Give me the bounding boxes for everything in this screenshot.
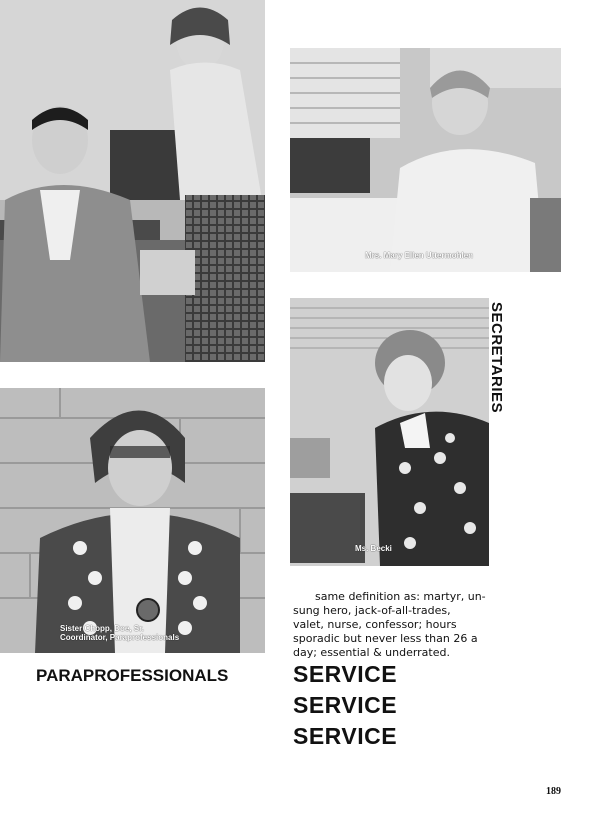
service-heading-1: SERVICE (293, 661, 398, 687)
photo-caption-paraprofessional-line2: Coordinator, Paraprofessionals (60, 633, 180, 642)
photo-becki-image (290, 298, 489, 566)
photo-uttermohlen-image (290, 48, 561, 272)
body-line: same definition as: martyr, un- (315, 590, 486, 603)
photo-paraprofessional-image (0, 388, 265, 653)
body-text (293, 590, 493, 660)
photo-becki (290, 298, 489, 566)
photo-caption-becki: Ms. Becki (355, 544, 392, 553)
photo-uttermohlen (290, 48, 561, 272)
photo-paraprofessional-coordinator (0, 388, 265, 653)
section-heading-secretaries (480, 300, 540, 420)
section-heading-paraprofessionals: PARAPROFESSIONALS (36, 666, 229, 685)
photo-caption-paraprofessional-line1: Sister Chopp, Doe, Sr. (60, 624, 145, 633)
service-heading-2: SERVICE (293, 692, 398, 718)
body-line: day; essential & underrated. (293, 646, 450, 659)
photo-two-secretaries-image (0, 0, 265, 362)
body-line: sung hero, jack-of-all-trades, (293, 604, 451, 617)
photo-two-secretaries (0, 0, 265, 362)
body-line: valet, nurse, confessor; hours (293, 618, 457, 631)
page-number: 189 (546, 786, 561, 797)
section-heading-secretaries-text: SECRETARIES (488, 302, 505, 414)
service-heading-3: SERVICE (293, 723, 398, 749)
body-line: sporadic but never less than 26 a (293, 632, 478, 645)
photo-caption-uttermohlen: Mrs. Mary Ellen Uttermohlen (365, 251, 474, 260)
